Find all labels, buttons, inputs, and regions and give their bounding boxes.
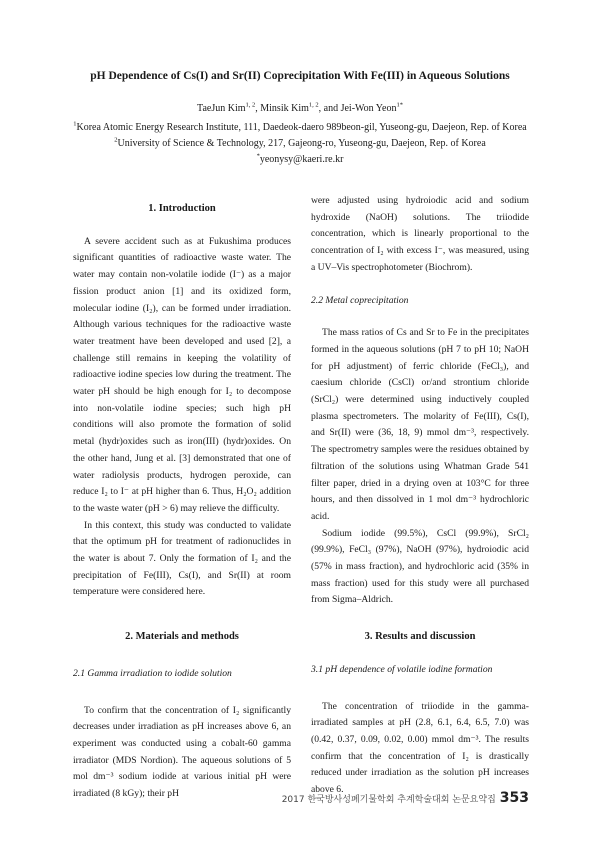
paper-title: pH Dependence of Cs(I) and Sr(II) Coprecipitation With Fe(III) in Aqueous Solutions — [90, 70, 510, 82]
right-column — [311, 193, 529, 799]
section-heading-methods: 2. Materials and methods — [125, 631, 239, 643]
author-3-affil: 1* — [396, 101, 403, 109]
page-footer — [282, 790, 529, 806]
left-column — [73, 201, 291, 803]
author-3: , and Jei-Won Yeon — [318, 103, 397, 114]
corresponding-email — [40, 153, 560, 166]
affiliation-2-mark: 2 — [114, 136, 118, 144]
affiliation-1-mark: 1 — [73, 120, 77, 128]
subsection-heading-2-1: 2.1 Gamma irradiation to iodide solution — [73, 667, 232, 679]
intro-paragraph-1: A severe accident such as at Fukushima produces significant quantities of radioactive waste water. The water may contain non-volatile iodide (I⁻) as a major fission product anion [1] and its oxidized form, molecular iodine (I₂), can be formed under irradiation. Although various techniques for the radioactive waste water treatment have been developed and used [2], a challenge still remains in keeping the volatility of radioactive iodine species low during the treatment. The water pH should be high enough for I₂ to decompose into non-volatile iodine species; such high pH conditions will also promote the formation of solid metal (hydr)oxides such as iron(III) (hydr)oxides. On the other hand, Jung et al. [3] demonstrated that one of water radiolysis products, hydrogen peroxide, can reduce I₂ to I⁻ at pH higher than 6. Thus, H₂O₂ addition to the waste water (pH > 6) may relieve the difficulty. — [73, 235, 291, 514]
email-mark: * — [256, 152, 260, 160]
page-number: 353 — [499, 790, 529, 806]
affiliation-2-text: University of Science & Technology, 217, Gajeong-ro, Yuseong-gu, Daejeon, Rep. of Korea — [117, 138, 486, 149]
subsection-heading-2-2: 2.2 Metal coprecipitation — [311, 294, 409, 306]
affiliation-1 — [40, 121, 560, 134]
section-heading-results: 3. Results and discussion — [364, 631, 476, 643]
author-2: , Minsik Kim — [255, 103, 309, 114]
section-heading-introduction: 1. Introduction — [148, 203, 216, 214]
methods-2-1-paragraph: To confirm that the concentration of I₂ significantly decreases under irradiation as pH increases above 6, an experiment was conducted using a cobalt-60 gamma irradiator (MDS Nordion). The aqueous solutions of 5 mol dm⁻³ sodium iodide at various initial pH were irradiated (8 kGy); their pH — [73, 704, 291, 800]
footer-text: 2017 한국방사성폐기물학회 추계학술대회 논문요약집 — [281, 795, 496, 805]
intro-paragraph-2: In this context, this study was conducted to validate that the optimum pH for treatment of radionuclides in the water is about 7. Only the formation of I₂ and the precipitation of Fe(III), Cs(I), and Sr(II) at room temperature were considered here. — [73, 519, 291, 598]
methods-2-2-paragraph-2: Sodium iodide (99.5%), CsCl (99.9%), SrCl₂ (99.9%), FeCl₃ (97%), NaOH (97%), hydroiodic acid (57% in mass fraction), and hydrochloric acid (35% in mass fraction) used for this study were all purchased from Sigma–Aldrich. — [311, 527, 529, 606]
author-1: TaeJun Kim — [197, 103, 246, 114]
affiliation-2 — [40, 137, 560, 150]
author-2-affil: 1, 2 — [308, 101, 319, 109]
email-text: yeonysy@kaeri.re.kr — [259, 154, 344, 165]
methods-2-1-continuation: were adjusted using hydroiodic acid and sodium hydroxide (NaOH) solutions. The triiodide concentration, which is linearly proportional to the concentration of I₂ with excess I⁻, was measured, using a UV–Vis spectrophotometer (Biochrom). — [311, 195, 529, 273]
affiliation-1-text: Korea Atomic Energy Research Institute, 111, Daedeok-daero 989beon-gil, Yuseong-gu, Daejeon, Rep. of Korea — [76, 122, 527, 133]
subsection-heading-3-1: 3.1 pH dependence of volatile iodine formation — [311, 663, 493, 675]
author-1-affil: 1, 2 — [245, 101, 256, 109]
author-list — [40, 102, 560, 115]
methods-2-2-paragraph-1: The mass ratios of Cs and Sr to Fe in the precipitates formed in the aqueous solutions (pH 7 to pH 10; NaOH for pH adjustment) of ferric chloride (FeCl₃), and caesium chloride (CsCl) or/and strontium chloride (SrCl₂) were determined using inductively coupled plasma spectrometers. The molarity of Fe(III), Cs(I), and Sr(II) were (36, 18, 9) mmol dm⁻³, respectively. The spectrometry samples were the residues obtained by filtration of the solutions using Whatman Grade 541 filter paper, dried in a drying oven at 103°C for three hours, and then dissolved in 1 mol dm⁻³ hydrochloric acid. — [311, 327, 529, 522]
results-3-1-paragraph: The concentration of triiodide in the gamma-irradiated samples at pH (2.8, 6.1, 6.4, 6.5, 7.0) was (0.42, 0.37, 0.09, 0.02, 0.00) mmol dm⁻³. The results confirm that the concentration of I₂ is drastically reduced under irradiation as the solution pH increases above 6. — [311, 700, 529, 796]
